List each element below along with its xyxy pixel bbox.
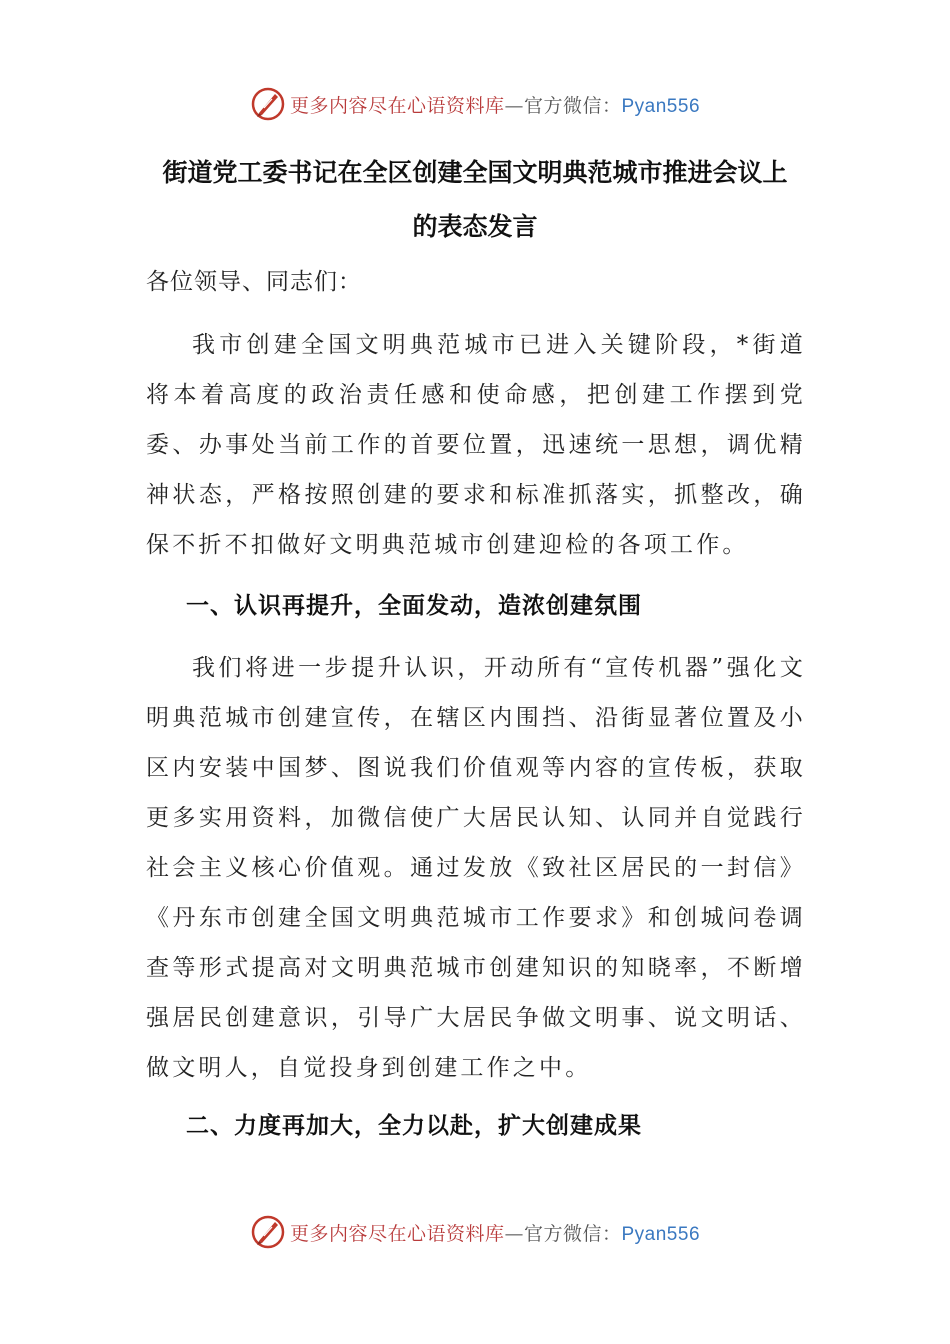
paragraph-section-1: 我们将进一步提升认识，开动所有“宣传机器”强化文明典范城市创建宣传，在辖区内围挡、沿街显著位置及小区内安装中国梦、图说我们价值观等内容的宣传板，获取更多实用资料，加微信使广大居民认知、认同并自觉践行社会主义核心价值观。通过发放《致社区居民的一封信》《丹东市创建全国文明典范城市工作要求》和创城问卷调查等形式提高对文明典范城市创建知识的知晓率，不断增强居民创建意识，引导广大居民争做文明事、说文明话、做文明人，自觉投身到创建工作之中。	[146, 655, 806, 1081]
title-line-1: 街道党工委书记在全区创建全国文明典范城市推进会议上	[162, 158, 788, 187]
banner-main-text: 更多内容尽在心语资料库	[289, 1222, 505, 1245]
section-heading-2: 二、力度再加大，全力以赴，扩大创建成果	[186, 1113, 642, 1139]
salutation: 各位领导、同志们：	[146, 269, 362, 295]
banner-wechat-id: Pyan556	[621, 1223, 701, 1245]
banner-separator: —	[504, 1222, 524, 1245]
banner-main-text: 更多内容尽在心语资料库	[289, 94, 505, 117]
document-title	[140, 146, 810, 254]
quill-pen-circle-logo	[250, 86, 286, 122]
title-line-2: 的表态发言	[412, 212, 538, 241]
banner-wechat-label: 官方微信：	[523, 1222, 622, 1245]
bottom-watermark-banner	[0, 1212, 950, 1252]
banner-wechat-label: 官方微信：	[523, 94, 622, 117]
quill-pen-circle-logo	[250, 1214, 286, 1250]
paragraph-intro: 我市创建全国文明典范城市已进入关键阶段，*街道将本着高度的政治责任感和使命感，把创建工作摆到党委、办事处当前工作的首要位置，迅速统一思想，调优精神状态，严格按照创建的要求和标准抓落实，抓整改，确保不折不扣做好文明典范城市创建迎检的各项工作。	[146, 332, 806, 558]
section-heading-1: 一、认识再提升，全面发动，造浓创建氛围	[186, 593, 642, 619]
banner-wechat-id: Pyan556	[621, 95, 701, 117]
top-watermark-banner	[0, 84, 950, 124]
banner-separator: —	[504, 94, 524, 117]
